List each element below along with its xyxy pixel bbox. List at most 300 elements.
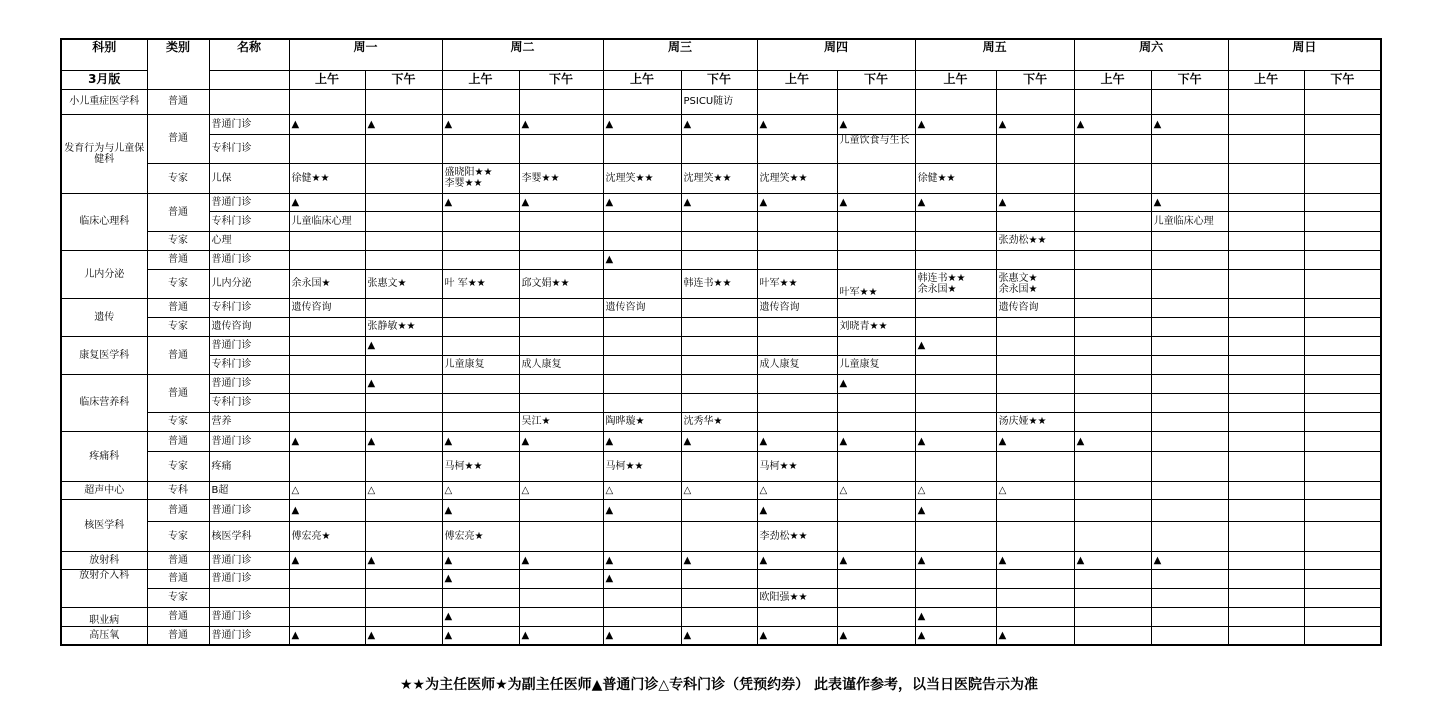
slot-cell	[1151, 89, 1228, 114]
slot-cell: ▲	[996, 626, 1074, 645]
slot-cell	[915, 134, 996, 163]
type-cell: 专家	[147, 163, 209, 193]
slot-cell: ▲	[837, 626, 915, 645]
clinic-name-cell: 遗传咨询	[209, 317, 289, 336]
type-cell: 专家	[147, 451, 209, 481]
slot-cell: ▲	[442, 499, 519, 521]
slot-cell	[365, 231, 442, 250]
table-row	[61, 114, 1381, 134]
dept-cell: 核医学科	[61, 499, 147, 551]
slot-cell: ▲	[603, 114, 681, 134]
slot-cell	[996, 317, 1074, 336]
slot-cell: 李劲松★★	[757, 521, 837, 551]
slot-cell	[1074, 569, 1151, 588]
schedule-body	[61, 89, 1381, 645]
slot-cell	[365, 89, 442, 114]
slot-cell	[519, 374, 603, 393]
slot-cell: ▲	[681, 193, 757, 211]
slot-cell: ▲	[442, 569, 519, 588]
slot-cell	[603, 355, 681, 374]
type-cell: 普通	[147, 114, 209, 163]
type-cell: 普通	[147, 193, 209, 231]
slot-cell: 马柯★★	[757, 451, 837, 481]
type-cell: 普通	[147, 551, 209, 569]
slot-cell	[519, 298, 603, 317]
slot-cell: 张静敏★★	[365, 317, 442, 336]
slot-cell	[681, 451, 757, 481]
slot-cell	[1151, 298, 1228, 317]
slot-cell: ▲	[915, 431, 996, 451]
slot-cell	[1151, 431, 1228, 451]
header-row-days	[61, 39, 1381, 70]
slot-cell: 欧阳强★★	[757, 588, 837, 607]
clinic-name-cell: 心理	[209, 231, 289, 250]
slot-cell	[757, 211, 837, 231]
slot-cell: ▲	[837, 193, 915, 211]
slot-cell	[1228, 114, 1304, 134]
slot-cell	[915, 588, 996, 607]
slot-cell: 傅宏亮★	[289, 521, 365, 551]
slot-cell: ▲	[757, 551, 837, 569]
slot-cell	[603, 269, 681, 298]
slot-cell	[915, 355, 996, 374]
table-row	[61, 431, 1381, 451]
slot-cell	[603, 336, 681, 355]
slot-cell	[1228, 412, 1304, 431]
table-row	[61, 374, 1381, 393]
slot-cell	[442, 89, 519, 114]
slot-cell: ▲	[603, 193, 681, 211]
slot-cell: ▲	[681, 626, 757, 645]
slot-cell	[1074, 163, 1151, 193]
slot-cell	[1151, 163, 1228, 193]
slot-cell	[757, 393, 837, 412]
slot-cell: 遗传咨询	[289, 298, 365, 317]
slot-cell	[837, 521, 915, 551]
slot-cell: ▲	[365, 374, 442, 393]
table-row	[61, 134, 1381, 163]
slot-cell: 儿童临床心理	[1151, 211, 1228, 231]
slot-cell: 傅宏亮★	[442, 521, 519, 551]
slot-cell	[837, 393, 915, 412]
slot-cell	[365, 607, 442, 626]
slot-cell	[681, 211, 757, 231]
slot-cell	[1074, 336, 1151, 355]
slot-cell: ▲	[442, 114, 519, 134]
header-name: 名称	[209, 39, 289, 70]
dept-cell: 儿内分泌	[61, 250, 147, 298]
dept-cell: 超声中心	[61, 481, 147, 499]
table-row	[61, 626, 1381, 645]
clinic-name-cell: 专科门诊	[209, 134, 289, 163]
slot-cell	[1228, 298, 1304, 317]
slot-cell	[1228, 393, 1304, 412]
table-row	[61, 521, 1381, 551]
slot-cell	[519, 451, 603, 481]
slot-cell: ▲	[289, 499, 365, 521]
slot-cell	[1304, 393, 1381, 412]
slot-cell	[1304, 499, 1381, 521]
dept-cell: 职业病	[61, 607, 147, 626]
type-cell: 普通	[147, 336, 209, 374]
slot-cell	[681, 298, 757, 317]
slot-cell: ▲	[289, 551, 365, 569]
slot-cell	[837, 336, 915, 355]
slot-cell	[996, 211, 1074, 231]
slot-cell	[757, 134, 837, 163]
table-row	[61, 551, 1381, 569]
dept-cell: 遗传	[61, 298, 147, 336]
slot-cell	[365, 163, 442, 193]
clinic-name-cell: 核医学科	[209, 521, 289, 551]
slot-cell	[1228, 431, 1304, 451]
slot-cell	[681, 231, 757, 250]
clinic-name-cell: 普通门诊	[209, 569, 289, 588]
type-cell: 普通	[147, 626, 209, 645]
slot-cell	[603, 134, 681, 163]
slot-cell	[442, 231, 519, 250]
slot-cell: 徐健★★	[915, 163, 996, 193]
clinic-name-cell: 普通门诊	[209, 431, 289, 451]
clinic-name-cell: 普通门诊	[209, 551, 289, 569]
slot-cell	[1304, 521, 1381, 551]
slot-cell: ▲	[996, 431, 1074, 451]
slot-cell	[915, 451, 996, 481]
slot-cell	[996, 336, 1074, 355]
slot-cell: 汤庆娅★★	[996, 412, 1074, 431]
slot-cell	[1074, 393, 1151, 412]
slot-cell	[1304, 569, 1381, 588]
slot-cell	[1074, 374, 1151, 393]
slot-cell	[915, 317, 996, 336]
slot-cell: 叶军★★	[757, 269, 837, 298]
header-name-blank	[209, 70, 289, 89]
slot-cell: ▲	[681, 114, 757, 134]
slot-cell	[681, 521, 757, 551]
type-cell: 专科	[147, 481, 209, 499]
header-pm: 下午	[681, 70, 757, 89]
slot-cell	[603, 588, 681, 607]
slot-cell	[1074, 451, 1151, 481]
slot-cell: 张惠文★	[365, 269, 442, 298]
clinic-name-cell: 普通门诊	[209, 374, 289, 393]
slot-cell	[603, 231, 681, 250]
slot-cell	[1074, 499, 1151, 521]
slot-cell	[837, 588, 915, 607]
slot-cell	[289, 588, 365, 607]
slot-cell	[289, 607, 365, 626]
slot-cell	[1151, 412, 1228, 431]
slot-cell	[1074, 89, 1151, 114]
slot-cell: 遗传咨询	[603, 298, 681, 317]
type-cell: 专家	[147, 588, 209, 607]
clinic-name-cell: 儿内分泌	[209, 269, 289, 298]
slot-cell: ▲	[837, 374, 915, 393]
slot-cell	[603, 374, 681, 393]
header-am: 上午	[603, 70, 681, 89]
header-am: 上午	[915, 70, 996, 89]
slot-cell	[1074, 250, 1151, 269]
slot-cell	[996, 163, 1074, 193]
slot-cell	[1074, 231, 1151, 250]
slot-cell	[1304, 134, 1381, 163]
slot-cell: ▲	[519, 626, 603, 645]
slot-cell	[519, 89, 603, 114]
slot-cell	[1074, 626, 1151, 645]
slot-cell	[1074, 521, 1151, 551]
slot-cell	[915, 393, 996, 412]
slot-cell	[837, 163, 915, 193]
slot-cell	[681, 588, 757, 607]
table-row	[61, 89, 1381, 114]
slot-cell	[1228, 134, 1304, 163]
slot-cell	[1228, 89, 1304, 114]
slot-cell	[519, 569, 603, 588]
slot-cell: 沈理笑★★	[681, 163, 757, 193]
slot-cell	[1151, 355, 1228, 374]
dept-cell: 发育行为与儿童保健科	[61, 114, 147, 193]
type-cell: 普通	[147, 569, 209, 588]
slot-cell	[915, 211, 996, 231]
slot-cell: ▲	[442, 626, 519, 645]
slot-cell: ▲	[519, 431, 603, 451]
clinic-name-cell: 普通门诊	[209, 114, 289, 134]
slot-cell	[1151, 393, 1228, 412]
slot-cell	[996, 393, 1074, 412]
slot-cell: 韩连书★★ 余永国★	[915, 269, 996, 298]
slot-cell: 沈理笑★★	[757, 163, 837, 193]
clinic-name-cell: 普通门诊	[209, 193, 289, 211]
header-am: 上午	[1074, 70, 1151, 89]
slot-cell: 儿童临床心理	[289, 211, 365, 231]
slot-cell	[1151, 336, 1228, 355]
header-pm: 下午	[1304, 70, 1381, 89]
slot-cell: △	[442, 481, 519, 499]
clinic-name-cell	[209, 89, 289, 114]
clinic-name-cell: 疼痛	[209, 451, 289, 481]
slot-cell: ▲	[915, 336, 996, 355]
slot-cell	[1304, 355, 1381, 374]
slot-cell	[289, 134, 365, 163]
slot-cell	[1074, 412, 1151, 431]
slot-cell: ▲	[603, 250, 681, 269]
slot-cell	[1304, 451, 1381, 481]
slot-cell	[915, 412, 996, 431]
slot-cell: ▲	[603, 569, 681, 588]
type-cell: 普通	[147, 499, 209, 521]
slot-cell	[1151, 269, 1228, 298]
slot-cell	[1304, 626, 1381, 645]
slot-cell	[442, 374, 519, 393]
slot-cell	[837, 89, 915, 114]
slot-cell	[915, 298, 996, 317]
table-row	[61, 269, 1381, 298]
slot-cell: ▲	[757, 626, 837, 645]
table-row	[61, 569, 1381, 588]
slot-cell	[289, 89, 365, 114]
table-row	[61, 393, 1381, 412]
slot-cell	[757, 89, 837, 114]
slot-cell	[1304, 250, 1381, 269]
slot-cell	[365, 193, 442, 211]
slot-cell	[837, 211, 915, 231]
slot-cell	[1151, 481, 1228, 499]
table-row	[61, 250, 1381, 269]
slot-cell: ▲	[1151, 193, 1228, 211]
slot-cell	[1074, 317, 1151, 336]
clinic-name-cell	[209, 588, 289, 607]
slot-cell	[1304, 89, 1381, 114]
slot-cell	[1151, 134, 1228, 163]
slot-cell	[681, 250, 757, 269]
slot-cell	[1228, 211, 1304, 231]
slot-cell	[681, 134, 757, 163]
slot-cell	[1151, 374, 1228, 393]
slot-cell: ▲	[837, 431, 915, 451]
slot-cell	[442, 298, 519, 317]
slot-cell: ▲	[289, 626, 365, 645]
slot-cell	[519, 499, 603, 521]
header-day-thu: 周四	[757, 39, 915, 70]
slot-cell	[757, 317, 837, 336]
slot-cell: ▲	[837, 114, 915, 134]
slot-cell	[1228, 250, 1304, 269]
slot-cell	[681, 569, 757, 588]
slot-cell	[1304, 211, 1381, 231]
clinic-name-cell: 普通门诊	[209, 626, 289, 645]
table-row	[61, 355, 1381, 374]
slot-cell	[1304, 431, 1381, 451]
slot-cell	[1151, 231, 1228, 250]
slot-cell: ▲	[996, 551, 1074, 569]
slot-cell	[365, 250, 442, 269]
slot-cell	[365, 499, 442, 521]
clinic-name-cell: 普通门诊	[209, 499, 289, 521]
slot-cell	[365, 521, 442, 551]
header-day-sun: 周日	[1228, 39, 1381, 70]
slot-cell: 余永国★	[289, 269, 365, 298]
slot-cell	[289, 231, 365, 250]
slot-cell: ▲	[996, 193, 1074, 211]
clinic-schedule-table	[60, 38, 1382, 646]
header-pm: 下午	[365, 70, 442, 89]
slot-cell	[519, 588, 603, 607]
slot-cell: ▲	[289, 431, 365, 451]
slot-cell	[1228, 374, 1304, 393]
slot-cell	[996, 499, 1074, 521]
slot-cell	[1304, 114, 1381, 134]
slot-cell	[1228, 317, 1304, 336]
slot-cell	[289, 374, 365, 393]
slot-cell	[1151, 626, 1228, 645]
table-row	[61, 412, 1381, 431]
slot-cell	[1228, 607, 1304, 626]
slot-cell: 儿童康复	[837, 355, 915, 374]
slot-cell: ▲	[996, 114, 1074, 134]
slot-cell: ▲	[757, 431, 837, 451]
slot-cell: 盛晓阳★★ 李婴★★	[442, 163, 519, 193]
header-am: 上午	[1228, 70, 1304, 89]
slot-cell	[996, 89, 1074, 114]
type-cell: 普通	[147, 607, 209, 626]
slot-cell	[837, 569, 915, 588]
slot-cell: ▲	[915, 499, 996, 521]
slot-cell	[837, 298, 915, 317]
clinic-name-cell: 专科门诊	[209, 298, 289, 317]
slot-cell: ▲	[365, 336, 442, 355]
slot-cell	[1228, 499, 1304, 521]
slot-cell: ▲	[289, 114, 365, 134]
header-pm: 下午	[1151, 70, 1228, 89]
slot-cell: ▲	[603, 626, 681, 645]
slot-cell	[519, 134, 603, 163]
slot-cell	[365, 298, 442, 317]
slot-cell	[837, 250, 915, 269]
dept-cell: 放射介入科	[61, 569, 147, 607]
slot-cell	[442, 134, 519, 163]
slot-cell: ▲	[603, 431, 681, 451]
slot-cell	[1304, 317, 1381, 336]
slot-cell	[1304, 412, 1381, 431]
slot-cell	[1304, 588, 1381, 607]
dept-cell: 疼痛科	[61, 431, 147, 481]
slot-cell	[1228, 336, 1304, 355]
dept-cell: 临床心理科	[61, 193, 147, 250]
slot-cell: ▲	[915, 193, 996, 211]
slot-cell: 李婴★★	[519, 163, 603, 193]
slot-cell: ▲	[519, 114, 603, 134]
slot-cell	[442, 336, 519, 355]
slot-cell	[289, 317, 365, 336]
header-am: 上午	[757, 70, 837, 89]
slot-cell	[1304, 336, 1381, 355]
slot-cell	[1151, 451, 1228, 481]
slot-cell	[681, 607, 757, 626]
header-day-tue: 周二	[442, 39, 603, 70]
slot-cell: ▲	[365, 114, 442, 134]
slot-cell: 沈理笑★★	[603, 163, 681, 193]
clinic-name-cell: 普通门诊	[209, 607, 289, 626]
slot-cell	[757, 569, 837, 588]
slot-cell	[1074, 607, 1151, 626]
dept-cell: 小儿重症医学科	[61, 89, 147, 114]
dept-cell: 高压氧	[61, 626, 147, 645]
slot-cell	[289, 451, 365, 481]
slot-cell	[289, 355, 365, 374]
table-row	[61, 499, 1381, 521]
slot-cell	[365, 355, 442, 374]
slot-cell: 邱文娟★★	[519, 269, 603, 298]
slot-cell	[365, 134, 442, 163]
type-cell: 专家	[147, 269, 209, 298]
slot-cell	[442, 250, 519, 269]
slot-cell: ▲	[442, 551, 519, 569]
header-row-halfday	[61, 70, 1381, 89]
slot-cell: ▲	[681, 551, 757, 569]
slot-cell	[681, 355, 757, 374]
slot-cell	[1228, 569, 1304, 588]
clinic-name-cell: 专科门诊	[209, 355, 289, 374]
clinic-name-cell: B超	[209, 481, 289, 499]
slot-cell: ▲	[757, 114, 837, 134]
header-day-wed: 周三	[603, 39, 757, 70]
slot-cell	[757, 231, 837, 250]
header-pm: 下午	[837, 70, 915, 89]
header-pm: 下午	[519, 70, 603, 89]
slot-cell: △	[996, 481, 1074, 499]
slot-cell: ▲	[1074, 431, 1151, 451]
slot-cell	[1074, 481, 1151, 499]
